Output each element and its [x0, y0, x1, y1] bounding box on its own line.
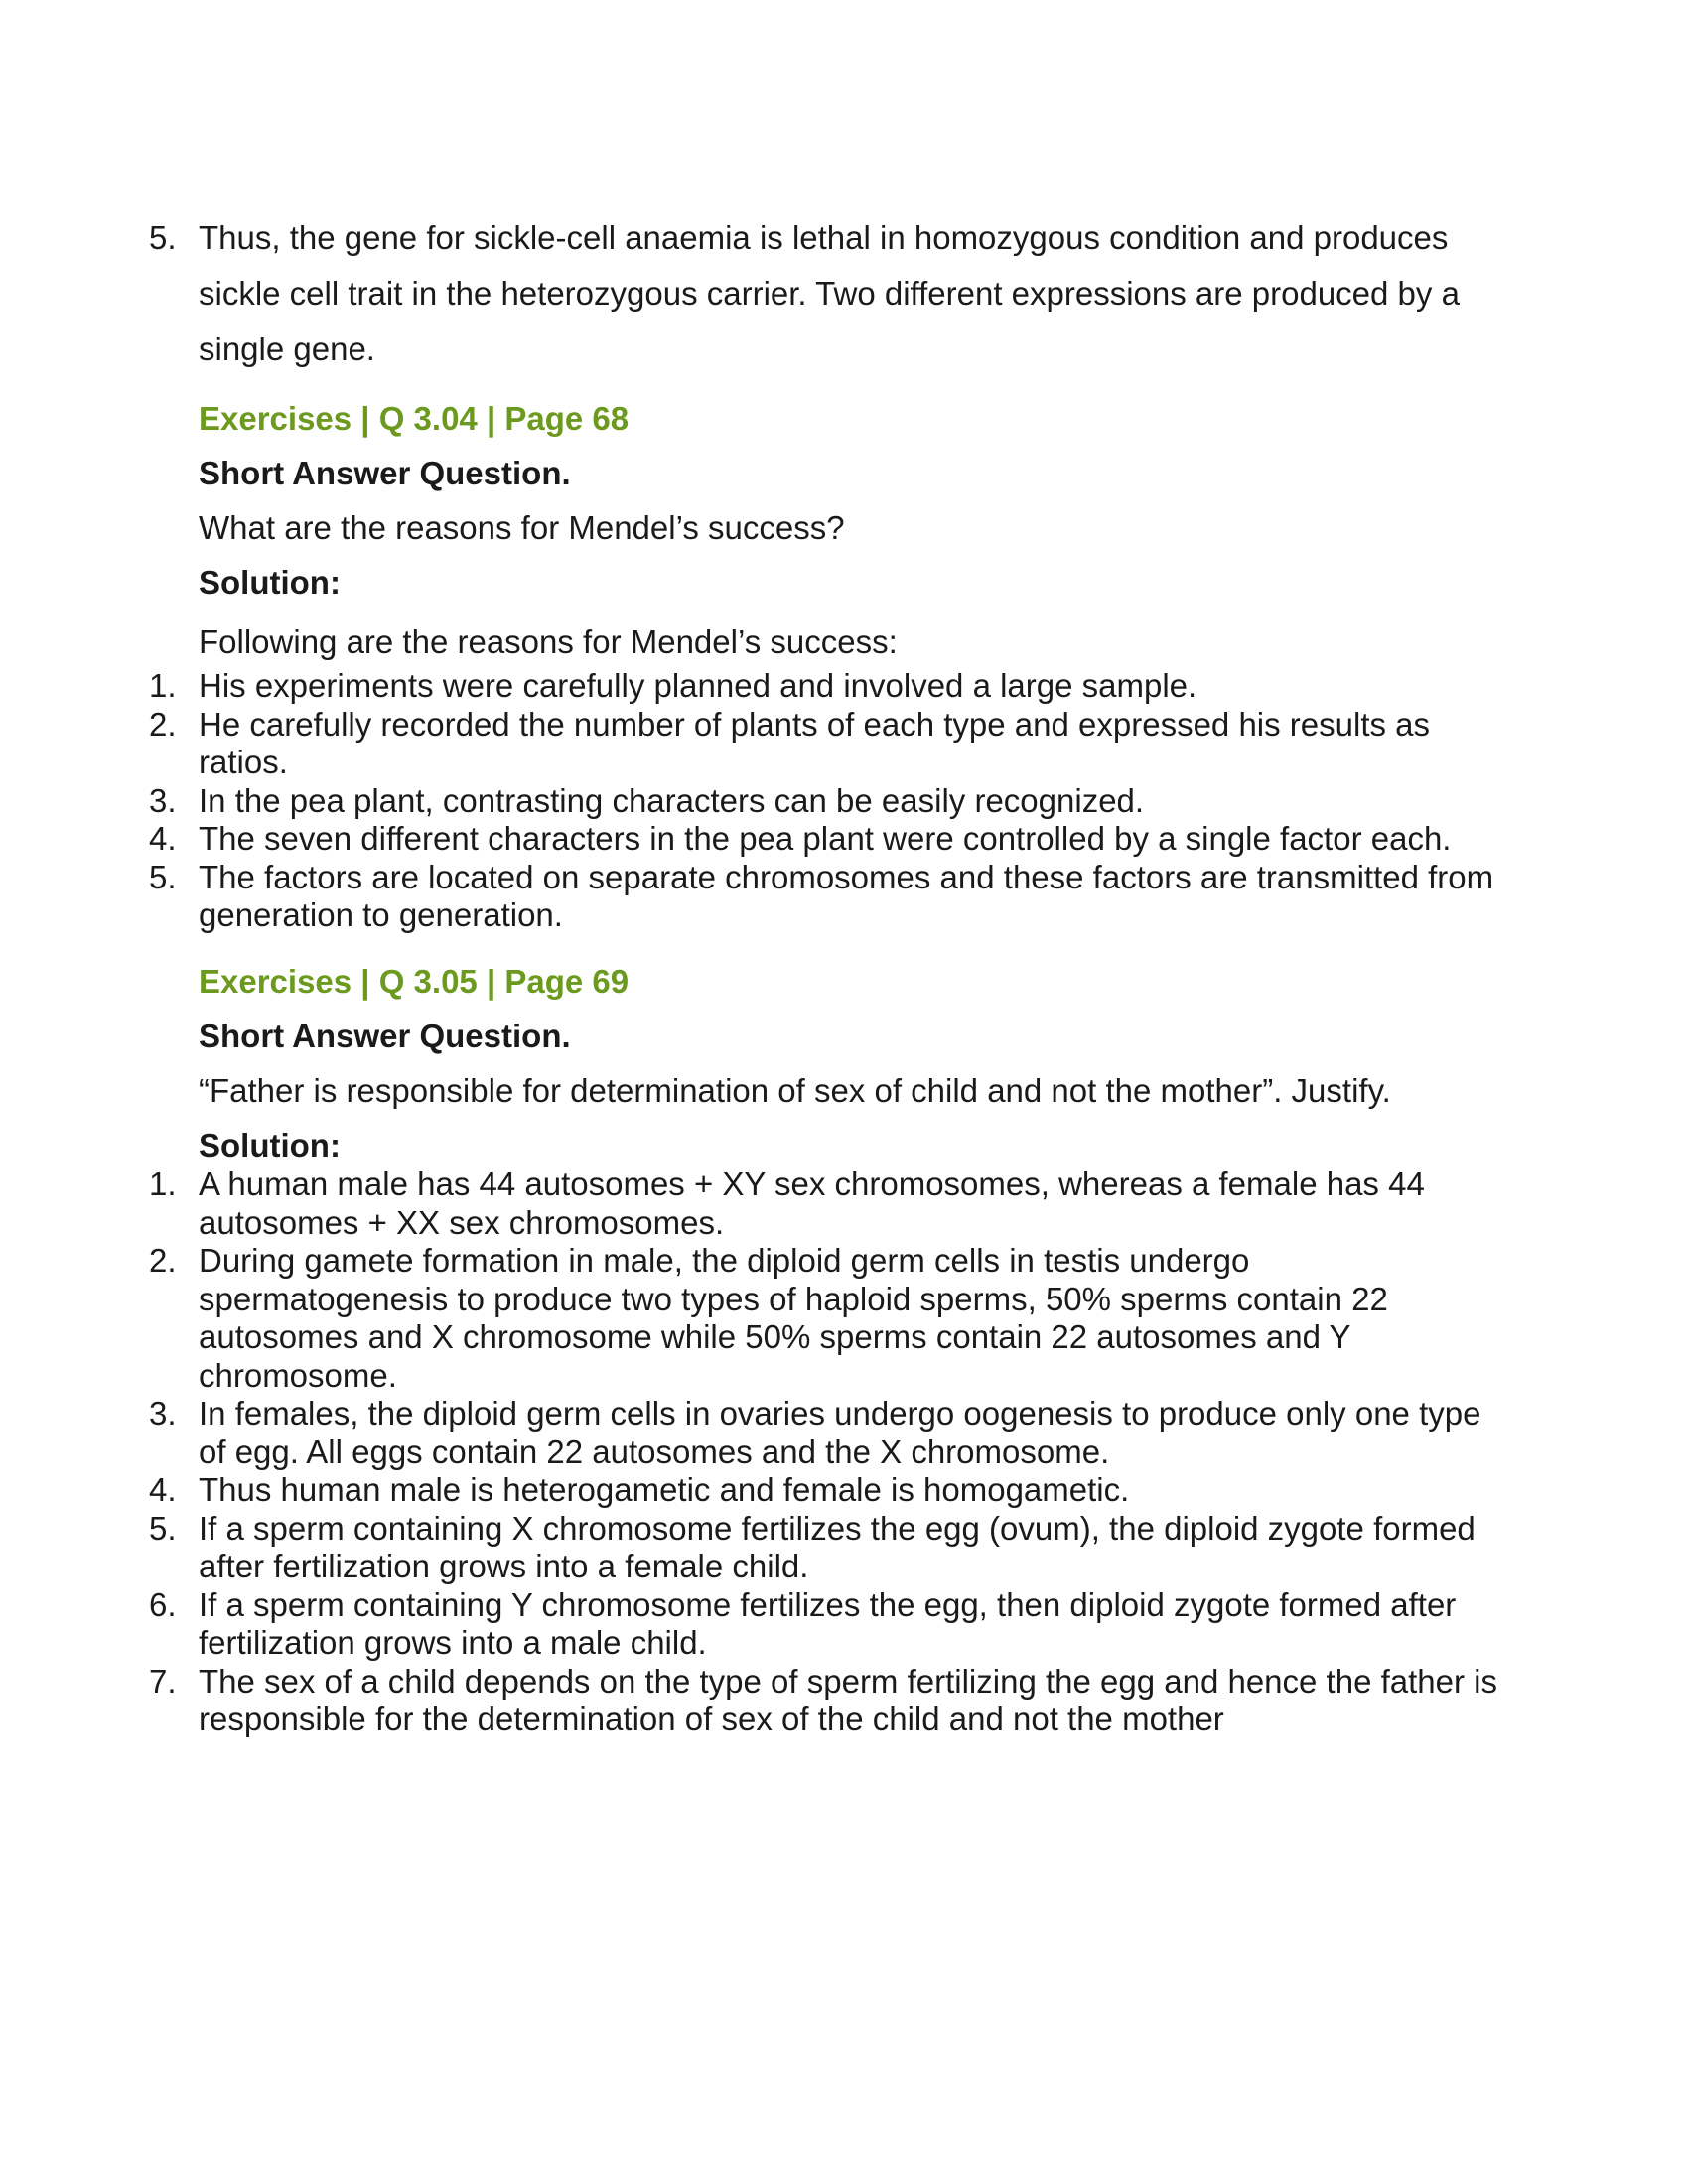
solution-label: Solution:	[199, 1127, 341, 1163]
list-text: Thus, the gene for sickle-cell anaemia is lethal in homozygous condition and produces sickle cell trait in the heterozygous carrier. Two different expressions are produced by a single gene.	[199, 219, 1460, 367]
list-number: 6.	[149, 1585, 177, 1623]
list-item	[149, 210, 1499, 377]
list-text: If a sperm containing Y chromosome fertilizes the egg, then diploid zygote formed after fertilization grows into a male child.	[199, 1585, 1457, 1661]
solution-label: Solution:	[199, 564, 341, 601]
question-heading: Exercises | Q 3.05 | Page 69	[199, 963, 630, 1000]
question-heading: Exercises | Q 3.04 | Page 68	[199, 400, 630, 437]
list-item	[149, 782, 1499, 821]
list-number: 7.	[149, 1662, 177, 1700]
list-number: 3.	[149, 1395, 177, 1432]
list-text: The factors are located on separate chromosomes and these factors are transmitted from generation to generation.	[199, 858, 1494, 933]
solution-list	[149, 667, 1499, 935]
list-text: The sex of a child depends on the type of sperm fertilizing the egg and hence the father is responsible for the determination of sex of the child and not the mother	[199, 1662, 1497, 1737]
list-number: 1.	[149, 667, 177, 704]
solution-list	[149, 1165, 1499, 1739]
question-type: Short Answer Question.	[199, 1018, 571, 1054]
list-item	[149, 859, 1499, 935]
list-item	[149, 1165, 1499, 1242]
list-text: In the pea plant, contrasting characters can be easily recognized.	[199, 781, 1145, 819]
list-item	[149, 1395, 1499, 1471]
list-text: In females, the diploid germ cells in ovaries undergo oogenesis to produce only one type of egg. All eggs contain 22 autosomes and the X chromosome.	[199, 1395, 1481, 1470]
list-item	[149, 706, 1499, 782]
list-item	[149, 1663, 1499, 1739]
question-text: What are the reasons for Mendel’s success?	[199, 509, 845, 546]
list-number: 5.	[149, 219, 177, 256]
list-item	[149, 1471, 1499, 1510]
list-number: 2.	[149, 705, 177, 743]
list-number: 4.	[149, 1471, 177, 1508]
question-3-05	[149, 962, 1499, 1739]
list-number: 5.	[149, 1509, 177, 1547]
list-item	[149, 1242, 1499, 1395]
list-item	[149, 1510, 1499, 1586]
list-item	[149, 667, 1499, 706]
list-item	[149, 820, 1499, 859]
list-text: Thus human male is heterogametic and female is homogametic.	[199, 1471, 1130, 1508]
list-number: 4.	[149, 820, 177, 857]
list-text: During gamete formation in male, the diploid germ cells in testis undergo spermatogenesis to produce two types of haploid sperms, 50% sperms contain 22 autosomes and X chromosome while 50% sperms contain 22 autosomes and Y chromosome.	[199, 1242, 1388, 1394]
list-number: 3.	[149, 781, 177, 819]
list-number: 2.	[149, 1242, 177, 1279]
question-text: “Father is responsible for determination of sex of child and not the mother”. Justify.	[199, 1072, 1391, 1109]
list-text: His experiments were carefully planned and involved a large sample.	[199, 667, 1197, 704]
solution-intro: Following are the reasons for Mendel’s success:	[199, 623, 898, 660]
question-type: Short Answer Question.	[199, 455, 571, 491]
list-text: He carefully recorded the number of plants of each type and expressed his results as ratios.	[199, 705, 1431, 780]
list-number: 1.	[149, 1165, 177, 1202]
continued-answer	[149, 210, 1499, 377]
list-text: If a sperm containing X chromosome fertilizes the egg (ovum), the diploid zygote formed after fertilization grows into a female child.	[199, 1509, 1476, 1584]
list-text: A human male has 44 autosomes + XY sex chromosomes, whereas a female has 44 autosomes + XX sex chromosomes.	[199, 1165, 1425, 1241]
list-item	[149, 1586, 1499, 1663]
list-number: 5.	[149, 858, 177, 895]
question-3-04	[149, 399, 1499, 935]
list-text: The seven different characters in the pea plant were controlled by a single factor each.	[199, 820, 1452, 857]
